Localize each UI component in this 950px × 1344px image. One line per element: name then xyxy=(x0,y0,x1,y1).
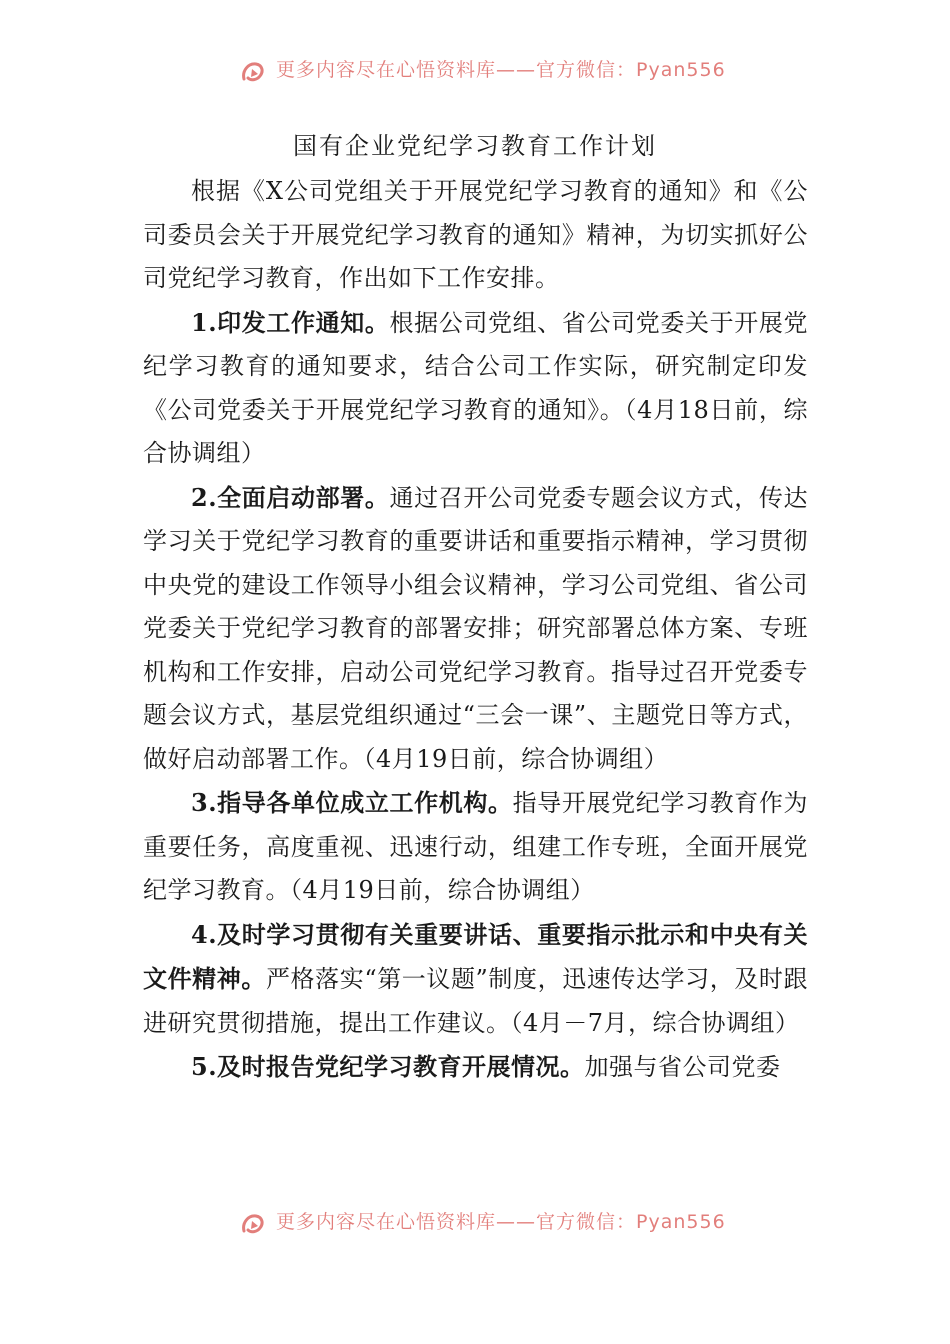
document-title: 国有企业党纪学习教育工作计划 xyxy=(293,132,657,160)
item-text: 根据公司党组、省公司党委关于开展党纪学习教育的通知要求，结合公司工作实际，研究制定印发《公司党委关于开展党纪学习教育的通知》。（4月18日前，综合协调组） xyxy=(143,308,809,467)
brand-logo-icon xyxy=(238,57,268,87)
item-paragraph-5 xyxy=(143,1045,808,1090)
brand-logo-icon xyxy=(238,1209,268,1239)
document-body xyxy=(143,170,808,1090)
item-text: 加强与省公司党委 xyxy=(584,1053,781,1081)
item-heading: 4.及时学习贯彻有关重要讲话、重要指示批示和中央有关文件精神。 xyxy=(143,919,808,993)
item-heading: 3.指导各单位成立工作机构。 xyxy=(191,788,513,817)
item-paragraph-3 xyxy=(143,781,808,913)
item-text: 指导开展党纪学习教育作为重要任务，高度重视、迅速行动，组建工作专班，全面开展党纪学习教育。（4月19日前，综合协调组） xyxy=(143,789,809,904)
intro-paragraph: 根据《X公司党组关于开展党纪学习教育的通知》和《公司委员会关于开展党纪学习教育的通知》精神，为切实抓好公司党纪学习教育，作出如下工作安排。 xyxy=(143,177,808,292)
item-paragraph-2 xyxy=(143,476,808,782)
item-paragraph-1 xyxy=(143,301,808,476)
watermark-banner-bottom xyxy=(238,1207,726,1241)
item-heading: 1.印发工作通知。 xyxy=(191,307,390,337)
watermark-text: 更多内容尽在心悟资料库——官方微信：Pyan556 xyxy=(276,58,726,81)
item-heading: 2.全面启动部署。 xyxy=(191,482,390,512)
item-text: 通过召开公司党委专题会议方式，传达学习关于党纪学习教育的重要讲话和重要指示精神，学习贯彻中央党的建设工作领导小组会议精神，学习公司党组、省公司党委关于党纪学习教育的部署安排；研究部署总体方案、专班机构和工作安排，启动公司党纪学习教育。指导过召开党委专题会议方式，基层党组织通过“三会一课”、主题党日等方式，做好启动部署工作。（4月19日前，综合协调组） xyxy=(143,483,809,773)
item-text: 严格落实“第一议题”制度，迅速传达学习，及时跟进研究贯彻措施，提出工作建议。（4月－7月，综合协调组） xyxy=(143,965,809,1037)
item-heading: 5.及时报告党纪学习教育开展情况。 xyxy=(191,1052,585,1081)
watermark-text: 更多内容尽在心悟资料库——官方微信：Pyan556 xyxy=(276,1210,726,1233)
watermark-banner-top xyxy=(238,55,726,89)
item-paragraph-4 xyxy=(143,913,808,1046)
